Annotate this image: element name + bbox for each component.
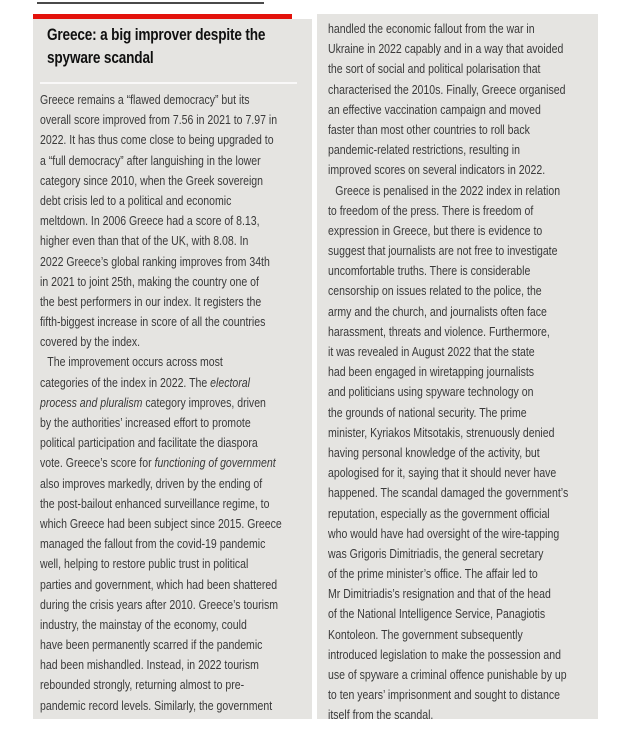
text-segment: managed the fallout from the covid-19 pandemic	[40, 536, 266, 552]
text-segment: 2022. It has thus come close to being upgraded to	[40, 132, 274, 148]
text-segment: who would have had oversight of the wire-tapping	[328, 525, 560, 541]
text-line	[40, 393, 315, 413]
text-line	[40, 474, 315, 494]
text-segment: debt crisis led to a political and economic	[40, 192, 232, 208]
text-line	[328, 201, 603, 221]
article-title	[47, 24, 319, 69]
text-line	[40, 655, 315, 675]
text-line	[328, 645, 603, 665]
text-segment: The improvement occurs across most	[47, 354, 223, 370]
article-title-line1: Greece: a big improver despite the	[47, 25, 266, 44]
text-segment: characterised the 2010s. Finally, Greece organised	[328, 81, 566, 97]
text-line	[40, 231, 315, 251]
text-line	[40, 151, 315, 171]
text-line	[328, 362, 603, 382]
text-segment: an effective vaccination campaign and moved	[328, 101, 541, 117]
text-line	[328, 302, 603, 322]
text-line	[328, 463, 603, 483]
text-segment: had been engaged in wiretapping journalists	[328, 364, 535, 380]
text-segment: category since 2010, when the Greek sovereign	[40, 172, 264, 188]
text-segment: parties and government, which had been shattered	[40, 576, 278, 592]
text-line	[40, 110, 315, 130]
text-segment: political participation and facilitate the diaspora	[40, 435, 258, 451]
title-divider-rule	[40, 82, 297, 84]
text-segment: vote. Greece’s score for	[40, 455, 155, 471]
text-segment: also improves markedly, driven by the ending of	[40, 475, 263, 491]
text-line	[328, 181, 603, 201]
text-line	[40, 332, 315, 352]
text-line	[40, 413, 315, 433]
text-segment: 2022 Greece’s global ranking improves from 34th	[40, 253, 270, 269]
headline-accent-bar	[33, 14, 292, 19]
text-segment: Mr Dimitriadis’s resignation and that of the head	[328, 586, 551, 602]
text-segment: itself from the scandal.	[328, 707, 434, 723]
text-segment: of the prime minister’s office. The affair led to	[328, 566, 538, 582]
text-segment: during the crisis years after 2010. Greece’s tourism	[40, 596, 279, 612]
text-segment: to ten years’ imprisonment and sought to distance	[328, 687, 560, 703]
text-line	[40, 90, 315, 110]
text-segment: improved scores on several indicators in 2022.	[328, 162, 546, 178]
text-segment: expression in Greece, but there is evidence to	[328, 222, 543, 238]
text-segment: Greece remains a “flawed democracy” but its	[40, 92, 250, 107]
text-segment: overall score improved from 7.56 in 2021 to 7.97 in	[40, 112, 278, 128]
text-segment: categories of the index in 2022. The	[40, 374, 211, 390]
text-segment: in 2021 to joint 25th, making the country one of	[40, 273, 259, 289]
text-line	[328, 423, 603, 443]
text-line	[328, 625, 603, 645]
text-line	[40, 292, 315, 312]
text-line	[328, 261, 603, 281]
text-segment: the best performers in our index. It registers the	[40, 293, 262, 309]
text-segment: and politicians using spyware technology on	[328, 384, 534, 400]
text-line	[328, 584, 603, 604]
text-segment: well, helping to restore public trust in political	[40, 556, 249, 572]
text-segment-italic: electoral	[210, 374, 250, 390]
text-segment: suggest that journalists are not free to investigate	[328, 243, 558, 259]
text-line	[40, 696, 315, 716]
right-text-column	[328, 19, 603, 726]
text-segment: the grounds of national security. The prime	[328, 404, 527, 420]
text-segment-italic: functioning of government	[154, 455, 276, 471]
text-line	[328, 39, 603, 59]
text-segment: meltdown. In 2006 Greece had a score of 8.13,	[40, 213, 260, 229]
text-segment: handled the economic fallout from the war in	[328, 21, 535, 36]
text-line	[328, 544, 603, 564]
text-segment: use of spyware a criminal offence punishable by up	[328, 667, 567, 682]
text-segment: Ukraine in 2022 capably and in a way that avoided	[328, 41, 564, 57]
text-line	[328, 59, 603, 79]
text-segment-italic: process and pluralism	[40, 394, 143, 410]
text-segment: Kontoleon. The government subsequently	[328, 626, 523, 642]
text-segment: apologised for it, saying that it should never have	[328, 465, 557, 481]
text-segment: harassment, threats and violence. Furthermore,	[328, 323, 550, 339]
text-line	[328, 241, 603, 261]
text-line	[328, 705, 603, 725]
text-segment: a “full democracy” after languishing in the lower	[40, 152, 261, 168]
text-segment: happened. The scandal damaged the government’s	[328, 485, 569, 501]
text-segment: was Grigoris Dimitriadis, the general secretary	[328, 545, 544, 561]
text-segment: it was revealed in August 2022 that the state	[328, 344, 535, 359]
text-segment: pandemic-related restrictions, resulting in	[328, 142, 520, 158]
text-line	[328, 19, 603, 39]
text-segment: to freedom of the press. There is freedom of	[328, 202, 534, 218]
text-line	[40, 514, 315, 534]
text-line	[40, 635, 315, 655]
text-line	[40, 191, 315, 211]
text-line	[40, 373, 315, 393]
text-line	[40, 171, 315, 191]
text-line	[40, 554, 315, 574]
text-line	[40, 534, 315, 554]
text-line	[328, 160, 603, 180]
text-line	[328, 382, 603, 402]
text-line	[328, 564, 603, 584]
text-line	[328, 140, 603, 160]
text-segment: the sort of social and political polarisation that	[328, 61, 541, 77]
text-line	[40, 433, 315, 453]
text-segment: of the National Intelligence Service, Panagiotis	[328, 606, 546, 622]
text-line	[328, 403, 603, 423]
text-line	[40, 595, 315, 615]
text-segment: covered by the index.	[40, 334, 141, 350]
text-line	[328, 504, 603, 524]
text-segment: Greece is penalised in the 2022 index in relation	[335, 182, 561, 198]
text-line	[328, 100, 603, 120]
text-line	[40, 312, 315, 332]
text-segment: category improves, driven	[142, 394, 266, 410]
text-segment: the post-bailout enhanced surveillance regime, to	[40, 495, 270, 511]
text-segment: industry, the mainstay of the economy, could	[40, 616, 247, 632]
text-line	[328, 120, 603, 140]
text-line	[328, 281, 603, 301]
text-line	[40, 211, 315, 231]
text-segment: which Greece had been subject since 2015. Greece	[40, 515, 282, 531]
text-line	[328, 604, 603, 624]
text-line	[40, 272, 315, 292]
text-segment: uncomfortable truths. There is considerable	[328, 263, 531, 279]
text-segment: censorship on issues related to the police, the	[328, 283, 542, 299]
text-line	[40, 575, 315, 595]
text-segment: army and the church, and journalists often face	[328, 303, 547, 319]
article-title-line2: spyware scandal	[47, 47, 154, 67]
text-line	[328, 322, 603, 342]
text-segment: having personal knowledge of the activity, but	[328, 444, 540, 460]
text-line	[40, 130, 315, 150]
text-line	[40, 352, 315, 372]
text-line	[40, 252, 315, 272]
text-line	[40, 675, 315, 695]
left-text-column	[40, 90, 315, 716]
text-line	[328, 443, 603, 463]
text-line	[40, 453, 315, 473]
text-segment: rebounded strongly, returning almost to pre-	[40, 677, 245, 693]
text-segment: by the authorities’ increased effort to promote	[40, 415, 251, 430]
text-segment: have been permanently scarred if the pandemic	[40, 637, 263, 653]
text-line	[328, 80, 603, 100]
top-divider-rule	[37, 2, 264, 4]
text-segment: minister, Kyriakos Mitsotakis, strenuously denied	[328, 424, 555, 440]
text-segment: had been mishandled. Instead, in 2022 tourism	[40, 657, 259, 673]
text-line	[40, 494, 315, 514]
text-segment: reputation, especially as the government official	[328, 505, 550, 521]
text-segment: introduced legislation to make the possession and	[328, 646, 561, 662]
text-line	[328, 685, 603, 705]
text-segment: higher even than that of the UK, with 8.08. In	[40, 233, 249, 249]
text-line	[328, 221, 603, 241]
text-line	[40, 615, 315, 635]
text-line	[328, 342, 603, 362]
text-line	[328, 483, 603, 503]
text-line	[328, 665, 603, 685]
text-segment: fifth-biggest increase in score of all the countries	[40, 314, 266, 330]
text-segment: faster than most other countries to roll back	[328, 121, 530, 137]
text-line	[328, 524, 603, 544]
text-segment: pandemic record levels. Similarly, the government	[40, 697, 273, 713]
